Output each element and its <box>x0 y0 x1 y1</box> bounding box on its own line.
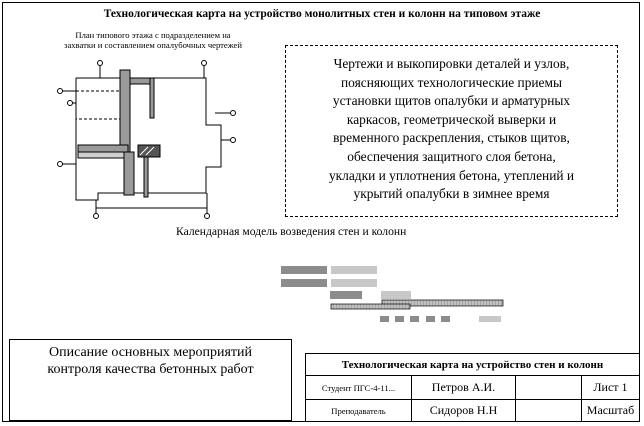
plan-caption <box>28 30 278 50</box>
calendar-bar <box>441 316 450 322</box>
calendar-caption: Календарная модель возведения стен и колонн <box>176 225 407 238</box>
calendar-bar <box>281 279 327 287</box>
student-name: Петров А.И. <box>412 376 516 400</box>
description-line: временного раскрепления, стыков щитов, <box>333 130 570 146</box>
calendar-bar <box>410 316 419 322</box>
calendar-bar <box>331 266 377 274</box>
description-line: установки щитов опалубки и арматурных <box>332 93 571 109</box>
title-block-title: Технологическая карта на устройство стен и колонн <box>306 354 639 376</box>
teacher-name: Сидоров Н.Н <box>412 400 516 421</box>
description-line: поясняющих технологические приемы <box>341 74 562 90</box>
description-line: обеспечения защитного слоя бетона, <box>347 148 556 164</box>
description-line: укрытий опалубки в зимнее время <box>353 186 550 202</box>
calendar-bar <box>330 291 362 299</box>
quality-control-placeholder <box>9 339 292 421</box>
calendar-bar <box>380 316 389 322</box>
calendar-bar <box>426 316 435 322</box>
scale-label: Масштаб <box>586 403 635 417</box>
teacher-label: Преподаватель <box>306 400 412 421</box>
quality-line: контроля качества бетонных работ <box>47 362 254 377</box>
description-line: Чертежи и выкопировки деталей и узлов, <box>333 56 570 71</box>
empty-cell <box>516 376 582 400</box>
calendar-bar <box>331 279 377 287</box>
floor-plan-drawing <box>52 55 252 225</box>
sheet-number: Лист 1 <box>582 376 639 400</box>
description-line: укладки и уплотнения бетона, утеплений и <box>328 167 575 183</box>
description-line: каркасов, геометрической выверки и <box>346 111 557 127</box>
calendar-bar <box>281 266 327 274</box>
page-title: Технологическая карта на устройство монолитных стен и колонн на типовом этаже <box>103 8 541 20</box>
student-label: Студент ПГС-4-11... <box>306 376 412 400</box>
empty-cell <box>516 400 582 421</box>
title-block <box>305 353 640 422</box>
calendar-chart <box>278 264 508 324</box>
calendar-bar <box>479 316 501 322</box>
plan-caption-line: План типового этажа с подразделением на <box>75 30 231 40</box>
quality-line: Описание основных мероприятий <box>48 345 253 360</box>
plan-walls <box>78 70 160 197</box>
calendar-bar <box>395 316 404 322</box>
calendar-bar <box>331 304 410 309</box>
detail-drawings-placeholder <box>285 45 618 217</box>
plan-caption-line: захватки и составлением опалубочных чертежей <box>64 40 242 50</box>
calendar-bar <box>381 291 411 299</box>
